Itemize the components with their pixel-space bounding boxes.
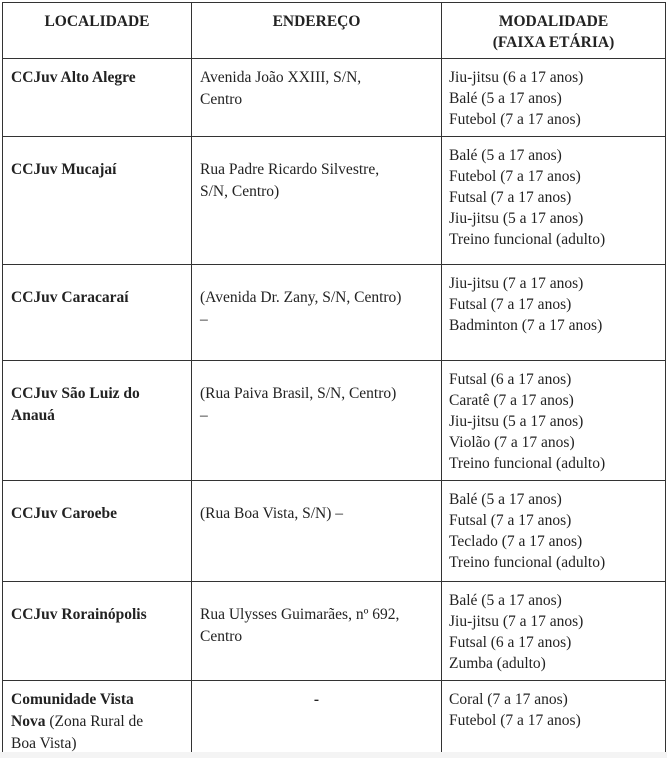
header-row (3, 3, 666, 59)
endereco-cell: Avenida João XXIII, S/N, Centro (192, 59, 442, 137)
localidade-note: Boa Vista) (11, 735, 77, 752)
header-modalidade: MODALIDADE (FAIXA ETÁRIA) (442, 3, 666, 59)
endereco-cell: (Rua Paiva Brasil, S/N, Centro) – (192, 361, 442, 481)
localidade-note: (Zona Rural de (49, 713, 144, 730)
localidade-cell: CCJuv São Luiz do Anauá (3, 361, 192, 481)
table-row (3, 59, 666, 137)
modalidade-cell: Balé (5 a 17 anos) Jiu-jitsu (7 a 17 anos) Futsal (6 a 17 anos) Zumba (adulto) (442, 582, 666, 681)
modalidade-cell: Balé (5 a 17 anos) Futsal (7 a 17 anos) Teclado (7 a 17 anos) Treino funcional (adulto) (442, 481, 666, 582)
endereco-cell: (Avenida Dr. Zany, S/N, Centro) – (192, 265, 442, 361)
localidade-cell: CCJuv Caroebe (3, 481, 192, 582)
table-row (3, 361, 666, 481)
endereco-cell: (Rua Boa Vista, S/N) – (192, 481, 442, 582)
activities-table (2, 2, 666, 756)
localidade-name: Nova (11, 713, 46, 730)
localidade-cell: CCJuv Alto Alegre (3, 59, 192, 137)
table-row (3, 265, 666, 361)
endereco-cell: Rua Ulysses Guimarães, nº 692, Centro (192, 582, 442, 681)
endereco-cell: - (192, 681, 442, 756)
modalidade-cell: Futsal (6 a 17 anos) Caratê (7 a 17 anos) Jiu-jitsu (5 a 17 anos) Violão (7 a 17 anos) Treino funcional (adulto) (442, 361, 666, 481)
endereco-cell: Rua Padre Ricardo Silvestre, S/N, Centro) (192, 137, 442, 265)
table-row (3, 681, 666, 756)
table-row (3, 137, 666, 265)
table-row (3, 481, 666, 582)
localidade-cell: Comunidade Vista Nova (Zona Rural de Boa Vista) (3, 681, 192, 756)
header-endereco: ENDEREÇO (192, 3, 442, 59)
localidade-cell: CCJuv Mucajaí (3, 137, 192, 265)
modalidade-cell: Jiu-jitsu (6 a 17 anos) Balé (5 a 17 anos) Futebol (7 a 17 anos) (442, 59, 666, 137)
modalidade-cell: Jiu-jitsu (7 a 17 anos) Futsal (7 a 17 anos) Badminton (7 a 17 anos) (442, 265, 666, 361)
modalidade-cell: Coral (7 a 17 anos) Futebol (7 a 17 anos) (442, 681, 666, 756)
localidade-cell: CCJuv Rorainópolis (3, 582, 192, 681)
localidade-cell: CCJuv Caracaraí (3, 265, 192, 361)
modalidade-cell: Balé (5 a 17 anos) Futebol (7 a 17 anos) Futsal (7 a 17 anos) Jiu-jitsu (5 a 17 anos) Treino funcional (adulto) (442, 137, 666, 265)
table-container (2, 2, 666, 756)
table-row (3, 582, 666, 681)
header-localidade: LOCALIDADE (3, 3, 192, 59)
page-bottom-strip (0, 752, 667, 758)
